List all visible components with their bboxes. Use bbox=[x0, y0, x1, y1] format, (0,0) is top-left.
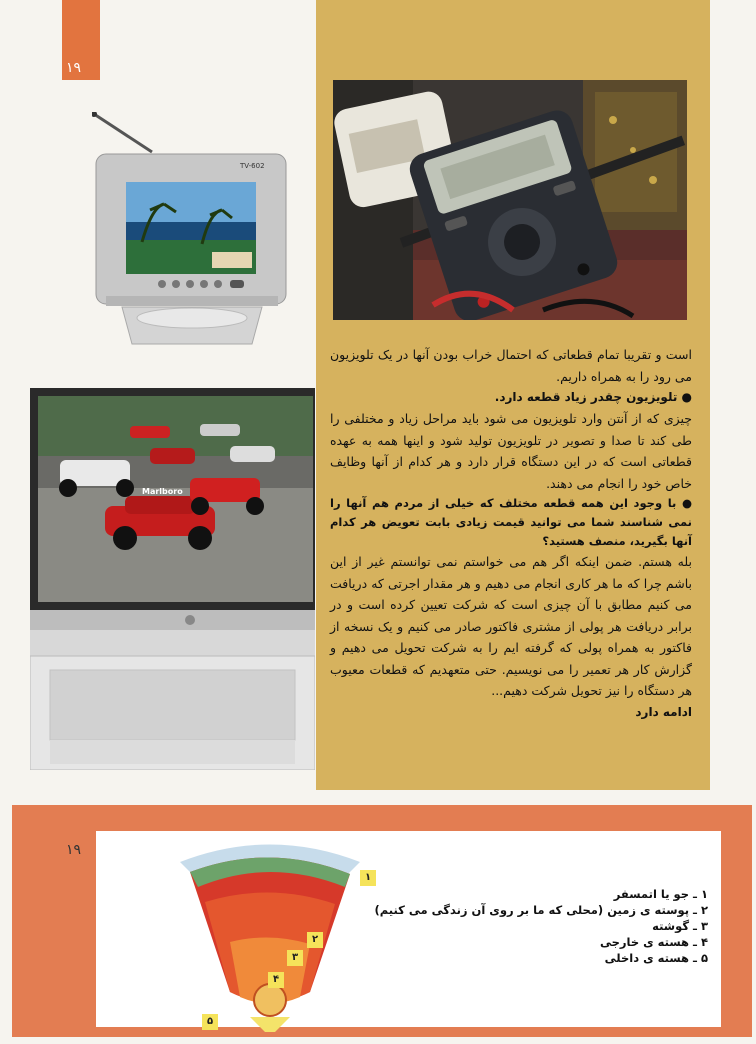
continued-label: ادامه دارد bbox=[635, 704, 692, 719]
legend-item-crust: ۲ ـ پوسته ی زمین (محلی که ما بر روی آن زندگی می کنیم) bbox=[374, 903, 708, 917]
legend-item-atmosphere: ۱ ـ جو یا اتمسفر bbox=[613, 887, 708, 901]
page-number-bottom: ۱۹ bbox=[66, 842, 82, 858]
projection-tv-image bbox=[30, 388, 315, 770]
multimeter-photo bbox=[333, 80, 687, 320]
portable-tv-image bbox=[92, 112, 292, 357]
question-1: ● تلویزیون چقدر زیاد قطعه دارد. bbox=[494, 390, 692, 404]
answer-1: چیزی که از آنتن وارد تلویزیون می شود باید مراحل زیاد و مختلفی را طی کند تا صدا و تصویر در تلویزیون تولید شود و اینها همه به عهده قطعاتی است که در این دستگاه قرار دارد و هر کدام از آنها وظایف خاص خود را انجام می دهند. bbox=[330, 411, 692, 491]
diagram-label-4: ۴ bbox=[268, 972, 284, 988]
diagram-label-1: ۱ bbox=[360, 870, 376, 886]
diagram-label-3: ۳ bbox=[287, 950, 303, 966]
diagram-label-5: ۵ bbox=[202, 1014, 218, 1030]
interview-article bbox=[330, 344, 692, 723]
answer-2: بله هستم. ضمن اینکه اگر هم می خواستم نمی توانستم غیر از این باشم چرا که ما هر کاری انجام می دهیم و هر مقدار اجرتی که دریافت می کنیم مطابق با آن چیزی است که شرکت تعیین کرده است و در برابر دریافت هر پولی از مشتری فاکتور صادر می کنیم و یک نسخه از فاکتور به همراه پولی که گرفته ایم را به شرکت تحویل می دهیم و گزارش کار هر تعمیر را می نویسیم. حتی متعهدیم که قطعات معیوب هر دستگاه را نیز تحویل شرکت دهیم... bbox=[330, 554, 692, 698]
sponsor-banner: Marlboro bbox=[142, 487, 183, 496]
tv-brand-label: TV-602 bbox=[240, 162, 265, 170]
question-2: ● با وجود این همه قطعه مختلف که خیلی از مردم هم آنها را نمی شناسند شما می توانید قیمت زیادی بابت تعویض هر کدام آنها بگیرید، منصف هستید؟ bbox=[330, 496, 692, 548]
earth-layers-legend bbox=[374, 886, 708, 966]
article-intro: است و تقریبا تمام قطعاتی که احتمال خراب بودن آنها در یک تلویزیون می رود را به همراه داریم. bbox=[330, 347, 692, 384]
diagram-label-2: ۲ bbox=[307, 932, 323, 948]
legend-item-outer-core: ۴ ـ هسته ی خارجی bbox=[599, 935, 708, 949]
earth-layers-diagram bbox=[160, 832, 390, 1032]
legend-item-inner-core: ۵ ـ هسته ی داخلی bbox=[604, 951, 708, 965]
legend-item-mantle: ۳ ـ گوشته bbox=[652, 919, 708, 933]
page-number-top: ۱۹ bbox=[66, 60, 82, 76]
